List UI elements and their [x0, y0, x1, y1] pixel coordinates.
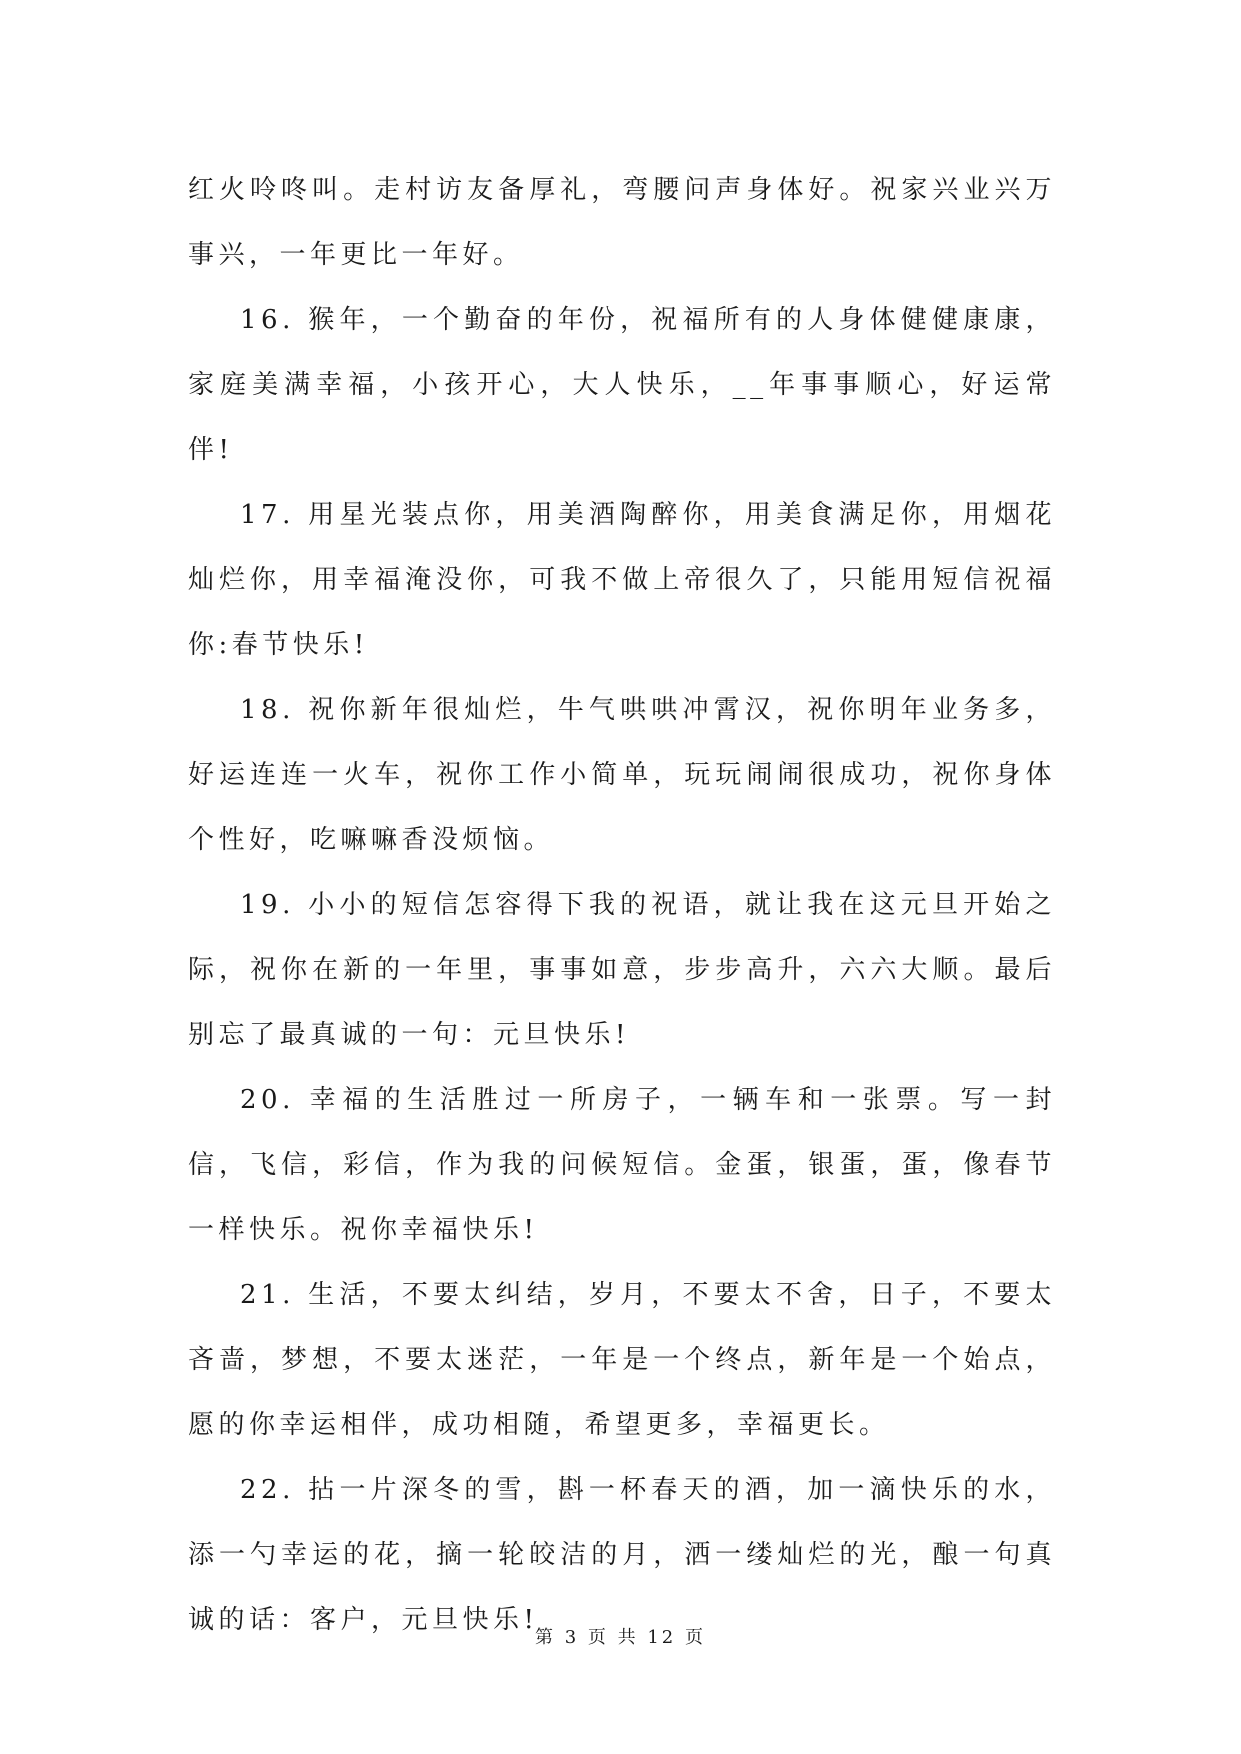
- list-item-19: 19. 小小的短信怎容得下我的祝语，就让我在这元旦开始之际，祝你在新的一年里，事事如意，步步高升，六六大顺。最后别忘了最真诚的一句：元旦快乐!: [188, 890, 1056, 1050]
- document-body: [188, 158, 1056, 1653]
- list-item-18: 18. 祝你新年很灿烂，牛气哄哄冲霄汉，祝你明年业务多，好运连连一火车，祝你工作小简单，玩玩闹闹很成功，祝你身体个性好，吃嘛嘛香没烦恼。: [188, 695, 1056, 855]
- list-item-16: 16. 猴年，一个勤奋的年份，祝福所有的人身体健健康康，家庭美满幸福，小孩开心，大人快乐，__年事事顺心，好运常伴!: [188, 305, 1056, 465]
- page-footer: 第 3 页 共 12 页: [535, 1627, 706, 1648]
- list-item-17: 17. 用星光装点你，用美酒陶醉你，用美食满足你，用烟花灿烂你，用幸福淹没你，可我不做上帝很久了，只能用短信祝福你:春节快乐!: [188, 500, 1056, 660]
- list-item-22: 22. 拈一片深冬的雪，斟一杯春天的酒，加一滴快乐的水，添一勺幸运的花，摘一轮皎洁的月，洒一缕灿烂的光，酿一句真诚的话：客户，元旦快乐!: [188, 1475, 1056, 1635]
- list-item-20: 20. 幸福的生活胜过一所房子，一辆车和一张票。写一封信，飞信，彩信，作为我的问候短信。金蛋，银蛋，蛋，像春节一样快乐。祝你幸福快乐!: [188, 1085, 1056, 1245]
- list-item-21: 21. 生活，不要太纠结，岁月，不要太不舍，日子，不要太吝啬，梦想，不要太迷茫，一年是一个终点，新年是一个始点，愿的你幸运相伴，成功相随，希望更多，幸福更长。: [188, 1280, 1056, 1440]
- continuation-paragraph: 红火呤咚叫。走村访友备厚礼，弯腰问声身体好。祝家兴业兴万事兴，一年更比一年好。: [188, 175, 1056, 270]
